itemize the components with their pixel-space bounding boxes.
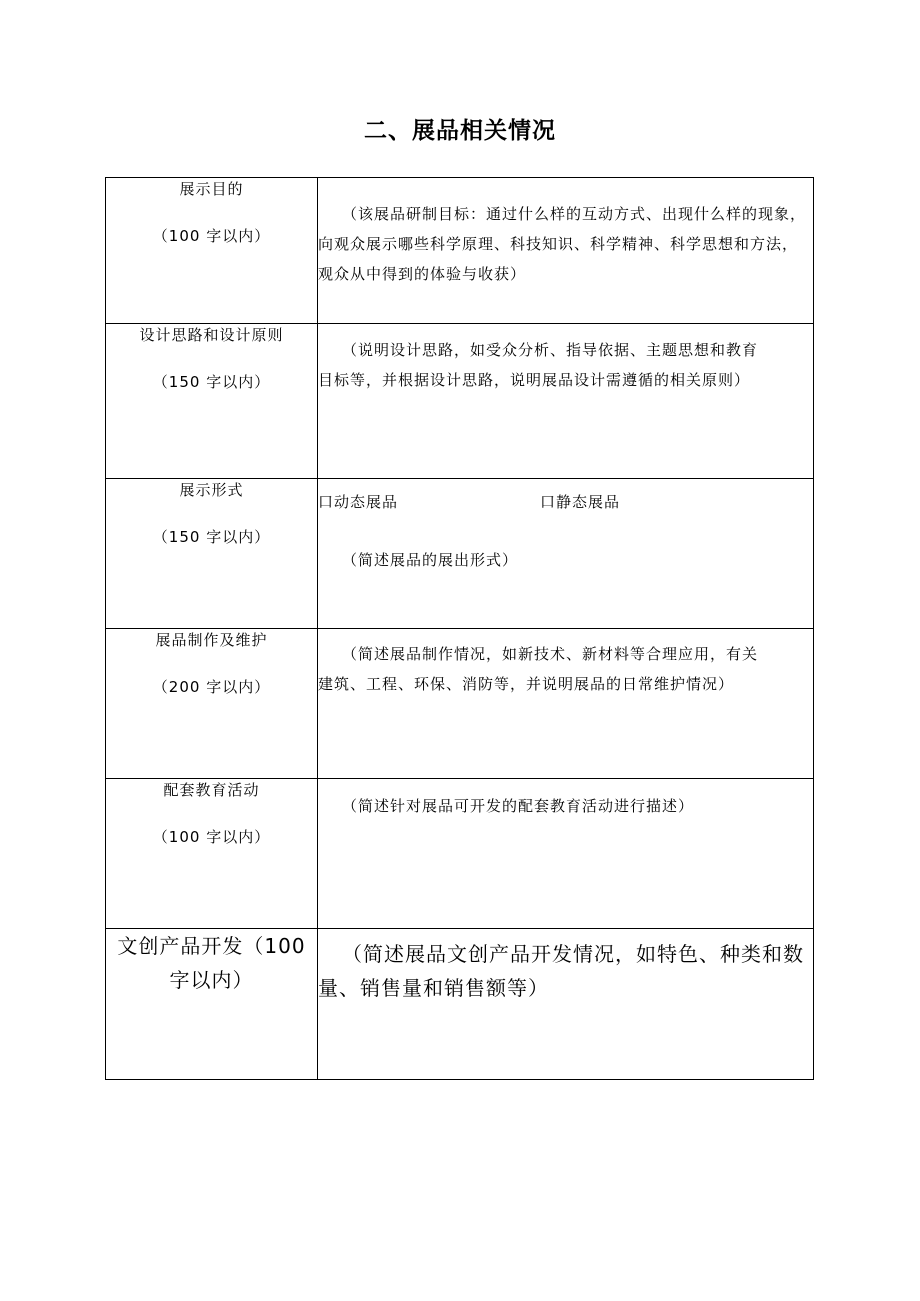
row-label: 设计思路和设计原则 [139,326,284,344]
row-label-cell [106,178,318,324]
description-line: 目标等，并根据设计思路，说明展品设计需遵循的相关原则） [318,371,751,389]
row-label-cell [106,779,318,929]
description-line: （简述展品制作情况，如新技术、新材料等合理应用，有关 [342,645,759,663]
row-label: 展品制作及维护 [155,631,268,649]
row-label-cell [106,324,318,479]
word-limit: （150 字以内） [152,373,271,391]
table-row [106,178,814,324]
description-line: 量、销售量和销售额等） [318,976,549,1000]
description-cell[interactable] [318,779,814,929]
row-label: 展示形式 [179,481,244,499]
exhibit-info-table [105,177,814,1080]
row-label-cell [106,479,318,629]
checkbox-dynamic-exhibit[interactable]: 口动态展品 [318,493,399,511]
table-row [106,779,814,929]
description-cell[interactable] [318,324,814,479]
description-line: 向观众展示哪些科学原理、科技知识、科学精神、科学思想和方法， [318,235,799,253]
description-line: （说明设计思路，如受众分析、指导依据、主题思想和教育 [342,341,759,359]
row-label: 配套教育活动 [163,781,260,799]
description-line: 建筑、工程、环保、消防等，并说明展品的日常维护情况） [318,675,735,693]
table-row [106,479,814,629]
row-label-cell [106,629,318,779]
description-cell[interactable] [318,929,814,1080]
row-label-cell [106,929,318,1080]
row-label: 展示目的 [179,180,244,198]
table-row [106,324,814,479]
description-cell[interactable] [318,479,814,629]
description-cell[interactable] [318,629,814,779]
word-limit: （100 字以内） [152,227,271,245]
page-title: 二、展品相关情况 [364,118,556,144]
word-limit: （200 字以内） [152,678,271,696]
description-line: （该展品研制目标：通过什么样的互动方式、出现什么样的现象， [342,205,807,223]
description-line: （简述针对展品可开发的配套教育活动进行描述） [342,797,695,815]
checkbox-static-exhibit[interactable]: 口静态展品 [540,493,621,511]
description-line: （简述展品的展出形式） [342,551,519,569]
word-limit: （100 字以内） [152,828,271,846]
description-line: 观众从中得到的体验与收获） [318,265,527,283]
description-line: （简述展品文创产品开发情况，如特色、种类和数 [342,942,804,966]
word-limit: （150 字以内） [152,528,271,546]
table-row [106,929,814,1080]
row-label: 文创产品开发（100 字以内） [117,934,306,992]
table-row [106,629,814,779]
exhibit-type-options [318,487,813,517]
description-cell[interactable] [318,178,814,324]
